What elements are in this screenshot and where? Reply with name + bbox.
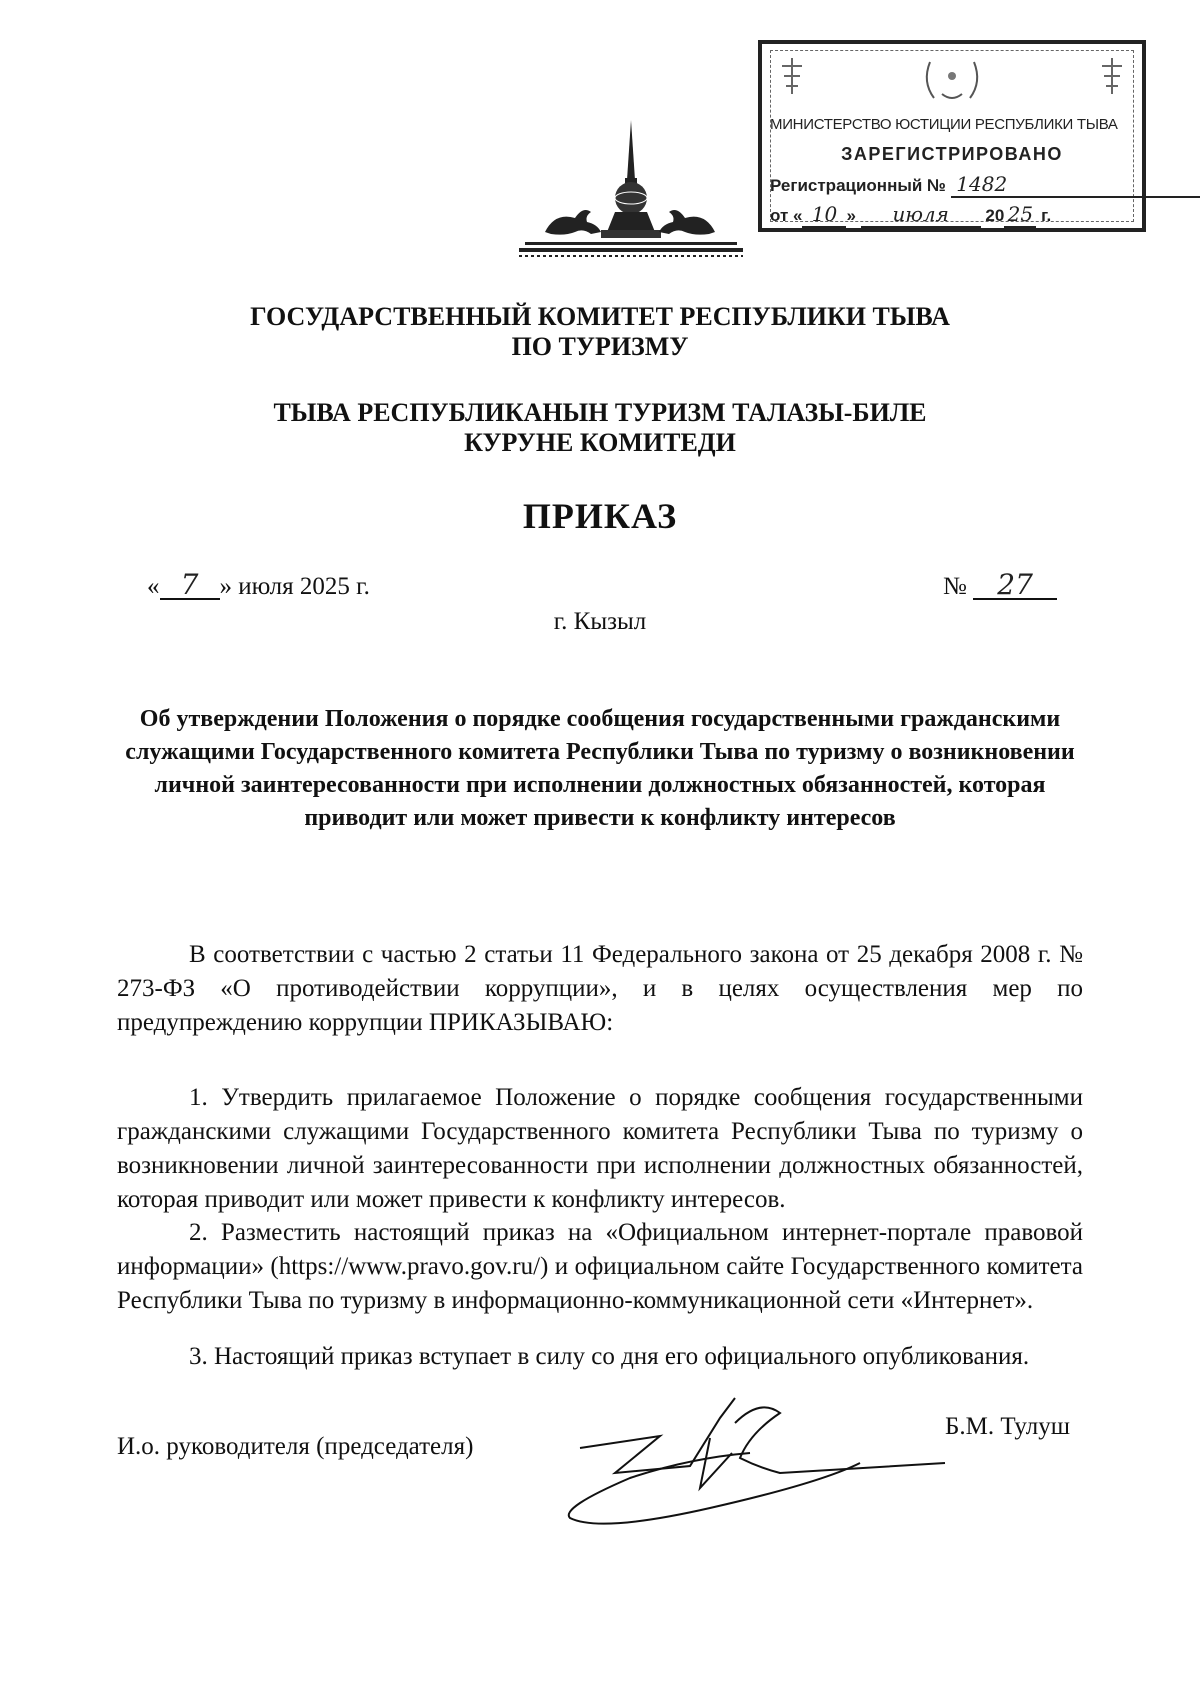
order-item-2: 2. Разместить настоящий приказ на «Официальном интернет-портале правовой информации» (https://www.pravo.gov.ru/) и официальном сайте Государственного комитета Республики Тыва по туризму в информационно-коммуникационной сети «Интернет». [117, 1219, 1083, 1314]
org-tyv-line1: ТЫВА РЕСПУБЛИКАНЫН ТУРИЗМ ТАЛАЗЫ-БИЛЕ [273, 398, 927, 427]
stamp-ornament-left-icon [778, 56, 806, 96]
stamp-ministry: МИНИСТЕРСТВО ЮСТИЦИИ РЕСПУБЛИКИ ТЫВА [770, 116, 1118, 133]
signatory-role: И.о. руководителя (председателя) [117, 1433, 474, 1460]
stamp-registered: ЗАРЕГИСТРИРОВАНО [841, 144, 1063, 164]
stamp-registration-line [770, 172, 1200, 198]
stamp-date-end: г. [1041, 206, 1052, 225]
stamp-date-prefix: от « [770, 206, 803, 225]
order-date-rest: » июля 2025 г. [219, 573, 370, 600]
order-date [147, 568, 370, 601]
order-number-value: 27 [973, 572, 1057, 600]
stamp-reg-underline [1013, 176, 1200, 198]
stamp-reg-number: 1482 [951, 172, 1013, 198]
org-ru-line2: ПО ТУРИЗМУ [511, 332, 689, 361]
tuva-emblem-icon [505, 120, 755, 270]
stamp-reg-label: Регистрационный № [770, 176, 946, 195]
org-tyv-line2: КУРУНЕ КОМИТЕДИ [464, 428, 736, 457]
signatory-name: Б.М. Тулуш [945, 1413, 1070, 1440]
order-number [943, 568, 1057, 601]
order-date-day: 7 [160, 572, 220, 600]
stamp-date-month: июля [861, 202, 981, 228]
order-subject: Об утверждении Положения о порядке сообщения государственными гражданскими служащими Государственного комитета Республики Тыва по туризму о возникновении личной заинтересованности при исполнении должностных обязанностей, которая приводит или может привести к конфликту интересов [125, 706, 1075, 831]
handwritten-signature [560, 1378, 950, 1553]
stamp-date-year-suffix: 25 [1004, 202, 1036, 228]
stamp-date-year-prefix: 20 [985, 206, 1005, 225]
org-name-tuvan [100, 398, 1100, 458]
stamp-ornament-right-icon [1098, 56, 1126, 96]
order-item-3: 3. Настоящий приказ вступает в силу со дня его официального опубликования. [189, 1343, 1030, 1370]
order-city: г. Кызыл [553, 608, 647, 635]
stamp-emblem-icon [912, 54, 992, 110]
org-name-russian [100, 302, 1100, 362]
stamp-date-mid: » [846, 206, 856, 225]
registration-stamp [758, 40, 1146, 232]
order-number-label: № [943, 573, 967, 600]
stamp-date-day: 10 [802, 202, 846, 228]
order-date-open: « [147, 573, 160, 600]
document-type-title: ПРИКАЗ [522, 496, 678, 536]
stamp-date-line [770, 202, 1051, 228]
preamble-paragraph: В соответствии с частью 2 статьи 11 Федерального закона от 25 декабря 2008 г. № 273-ФЗ «О противодействии коррупции», и в целях осуществления мер по предупреждению коррупции ПРИКАЗЫВАЮ: [117, 941, 1083, 1036]
order-item-1: 1. Утвердить прилагаемое Положение о порядке сообщения государственными гражданскими служащими Государственного комитета Республики Тыва по туризму о возникновении личной заинтересованности при исполнении должностных обязанностей, которая приводит или может привести к конфликту интересов. [117, 1084, 1083, 1213]
org-ru-line1: ГОСУДАРСТВЕННЫЙ КОМИТЕТ РЕСПУБЛИКИ ТЫВА [250, 302, 950, 331]
